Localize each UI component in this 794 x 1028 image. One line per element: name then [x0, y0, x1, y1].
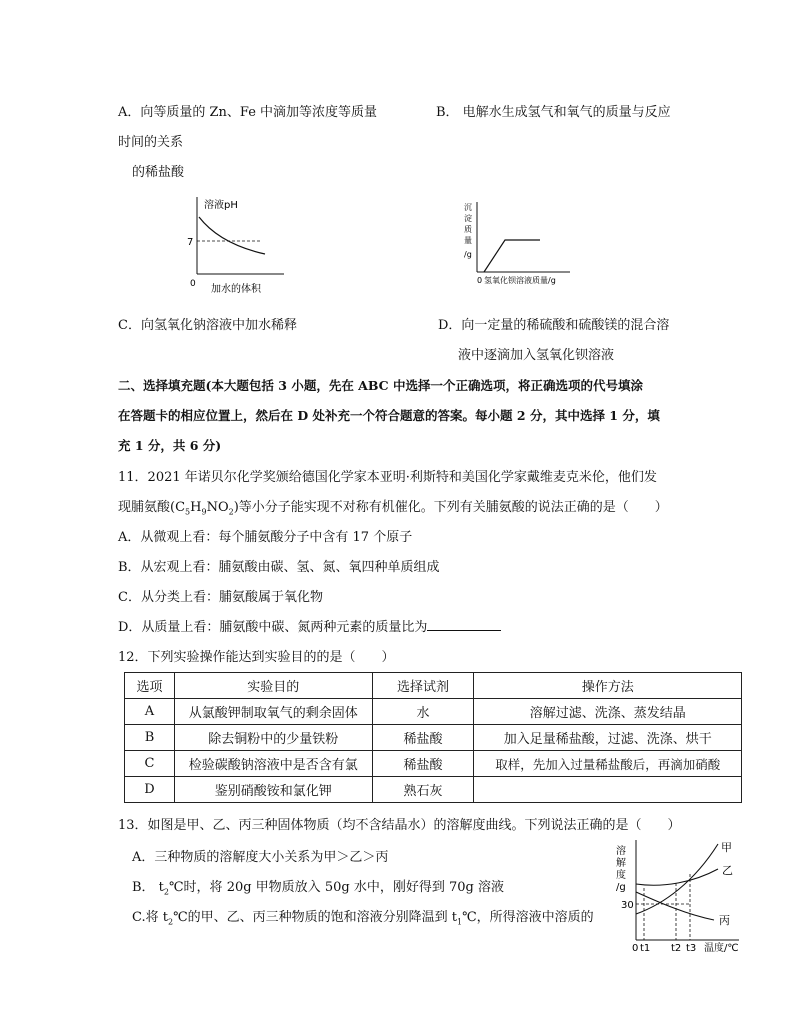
table-row: [125, 725, 742, 751]
curve-jia: [636, 844, 718, 914]
chart-d-ylabel-0: 沉: [464, 203, 472, 212]
q11-option-a: A．从微观上看：每个脯氨酸分子中含有 17 个原子: [118, 530, 413, 545]
chart-13-ylabel-0: 溶: [616, 846, 626, 857]
chart-c-origin: 0: [190, 279, 196, 289]
cell: A: [125, 699, 175, 725]
q11-stem1: 11．2021 年诺贝尔化学奖颁给德国化学家本亚明·利斯特和美国化学家戴维麦克米伦，他们发: [118, 470, 657, 485]
option-d-line1: D．向一定量的稀硫酸和硫酸镁的混合溶: [438, 318, 670, 333]
table-row: [125, 699, 742, 725]
cell: 稀盐酸: [372, 725, 474, 751]
header-reagent: 选择试剂: [372, 673, 474, 699]
chart-13-t2: t2: [671, 943, 682, 954]
q13-option-a: A．三种物质的溶解度大小关系为甲＞乙＞丙: [132, 850, 389, 865]
chart-13-ylabel-2: 度: [616, 870, 626, 881]
q12-stem: 12．下列实验操作能达到实验目的的是（ ）: [118, 650, 395, 665]
cell: D: [125, 777, 175, 803]
chart-d-ylabel-3: 量: [464, 236, 472, 245]
header-method: 操作方法: [474, 673, 742, 699]
chart-13-origin: 0: [632, 943, 639, 954]
cell: 检验碳酸钠溶液中是否含有氯: [174, 751, 372, 777]
option-b-line1: B． 电解水生成氢气和氧气的质量与反应: [436, 105, 671, 120]
cell: [474, 777, 742, 803]
chart-d-xlabel: 氢氧化钡溶液质量/g: [484, 276, 556, 285]
chart-d-ylabel-4: /g: [464, 250, 472, 259]
option-c: C．向氢氧化钠溶液中加水稀释: [118, 318, 297, 333]
precipitate-line: [484, 240, 540, 272]
q11-option-d: D．从质量上看：脯氨酸中碳、氮两种元素的质量比为: [118, 616, 501, 635]
cell: 除去铜粉中的少量铁粉: [174, 725, 372, 751]
q11-stem2: 现脯氨酸$(C_5H_9NO_2)$等小分子能实现不对称有机催化。下列有关脯氨酸的说法正确的是（ ）: [118, 500, 668, 517]
chart-13-tick-30: 30: [621, 900, 634, 911]
ph-curve: [199, 217, 265, 254]
chart-d-ylabel-2: 质: [464, 225, 472, 234]
q13-stem: 13．如图是甲、乙、丙三种固体物质（均不含结晶水）的溶解度曲线。下列说法正确的是（ ）: [118, 818, 681, 833]
cell: 鉴别硝酸铵和氯化钾: [174, 777, 372, 803]
q13-option-b: B． $t_2℃$时，将 20g 甲物质放入 50g 水中，刚好得到 70g 溶液: [132, 880, 504, 897]
cell: 稀盐酸: [372, 751, 474, 777]
chart-13-ylabel-3: /g: [616, 882, 626, 893]
q13-option-c: C.将 $t_2℃$的甲、乙、丙三种物质的饱和溶液分别降温到 $t_1℃$，所得溶液中溶质的: [132, 910, 594, 927]
header-option: 选项: [125, 673, 175, 699]
chart-c-tick-7: 7: [187, 237, 194, 248]
option-d-line2: 液中逐滴加入氢氧化钡溶液: [458, 348, 615, 363]
chart-13-t1: t1: [640, 943, 651, 954]
chart-d-precipitate: [460, 200, 575, 290]
chart-13-ylabel-1: 解: [616, 858, 626, 869]
chart-13-solubility: [614, 836, 759, 956]
section2-line3: 充 1 分，共 6 分): [118, 438, 222, 453]
answer-blank[interactable]: [427, 618, 501, 631]
chart-13-t3: t3: [686, 943, 697, 954]
chart-d-origin: 0: [477, 276, 483, 285]
curve-bing: [636, 892, 714, 920]
option-b-line2: 时间的关系: [118, 135, 184, 150]
curve-yi: [636, 869, 718, 885]
section2-line1: 二、选择填充题(本大题包括 3 小题，先在 ABC 中选择一个正确选项，将正确选项的代号填涂: [118, 378, 643, 393]
label-bing: 丙: [719, 914, 730, 927]
chart-c-ph: [180, 192, 290, 297]
chart-13-xlabel: 温度/℃: [704, 943, 739, 954]
cell: 熟石灰: [372, 777, 474, 803]
section2-line2: 在答题卡的相应位置上，然后在 D 处补充一个符合题意的答案。每小题 2 分，其中选择 1 分，填: [118, 408, 660, 423]
cell: C: [125, 751, 175, 777]
cell: B: [125, 725, 175, 751]
chart-c-ylabel: 溶液pH: [204, 200, 238, 211]
experiment-table: [124, 672, 742, 803]
label-jia: 甲: [721, 841, 732, 854]
q11-option-c: C．从分类上看：脯氨酸属于氧化物: [118, 590, 323, 605]
chart-c-xlabel: 加水的体积: [211, 284, 261, 295]
cell: 从氯酸钾制取氧气的剩余固体: [174, 699, 372, 725]
cell: 水: [372, 699, 474, 725]
table-header-row: [125, 673, 742, 699]
q11-option-b: B．从宏观上看：脯氨酸由碳、氢、氮、氧四种单质组成: [118, 560, 440, 575]
cell: 溶解过滤、洗涤、蒸发结晶: [474, 699, 742, 725]
option-a-line2: 的稀盐酸: [132, 165, 185, 180]
chart-d-ylabel-1: 淀: [464, 214, 472, 223]
option-a-line1: A．向等质量的 Zn、Fe 中滴加等浓度等质量: [118, 105, 378, 120]
table-row: [125, 777, 742, 803]
cell: 加入足量稀盐酸，过滤、洗涤、烘干: [474, 725, 742, 751]
cell: 取样，先加入过量稀盐酸后，再滴加硝酸: [474, 751, 742, 777]
label-yi: 乙: [722, 864, 733, 877]
header-purpose: 实验目的: [174, 673, 372, 699]
table-row: [125, 751, 742, 777]
